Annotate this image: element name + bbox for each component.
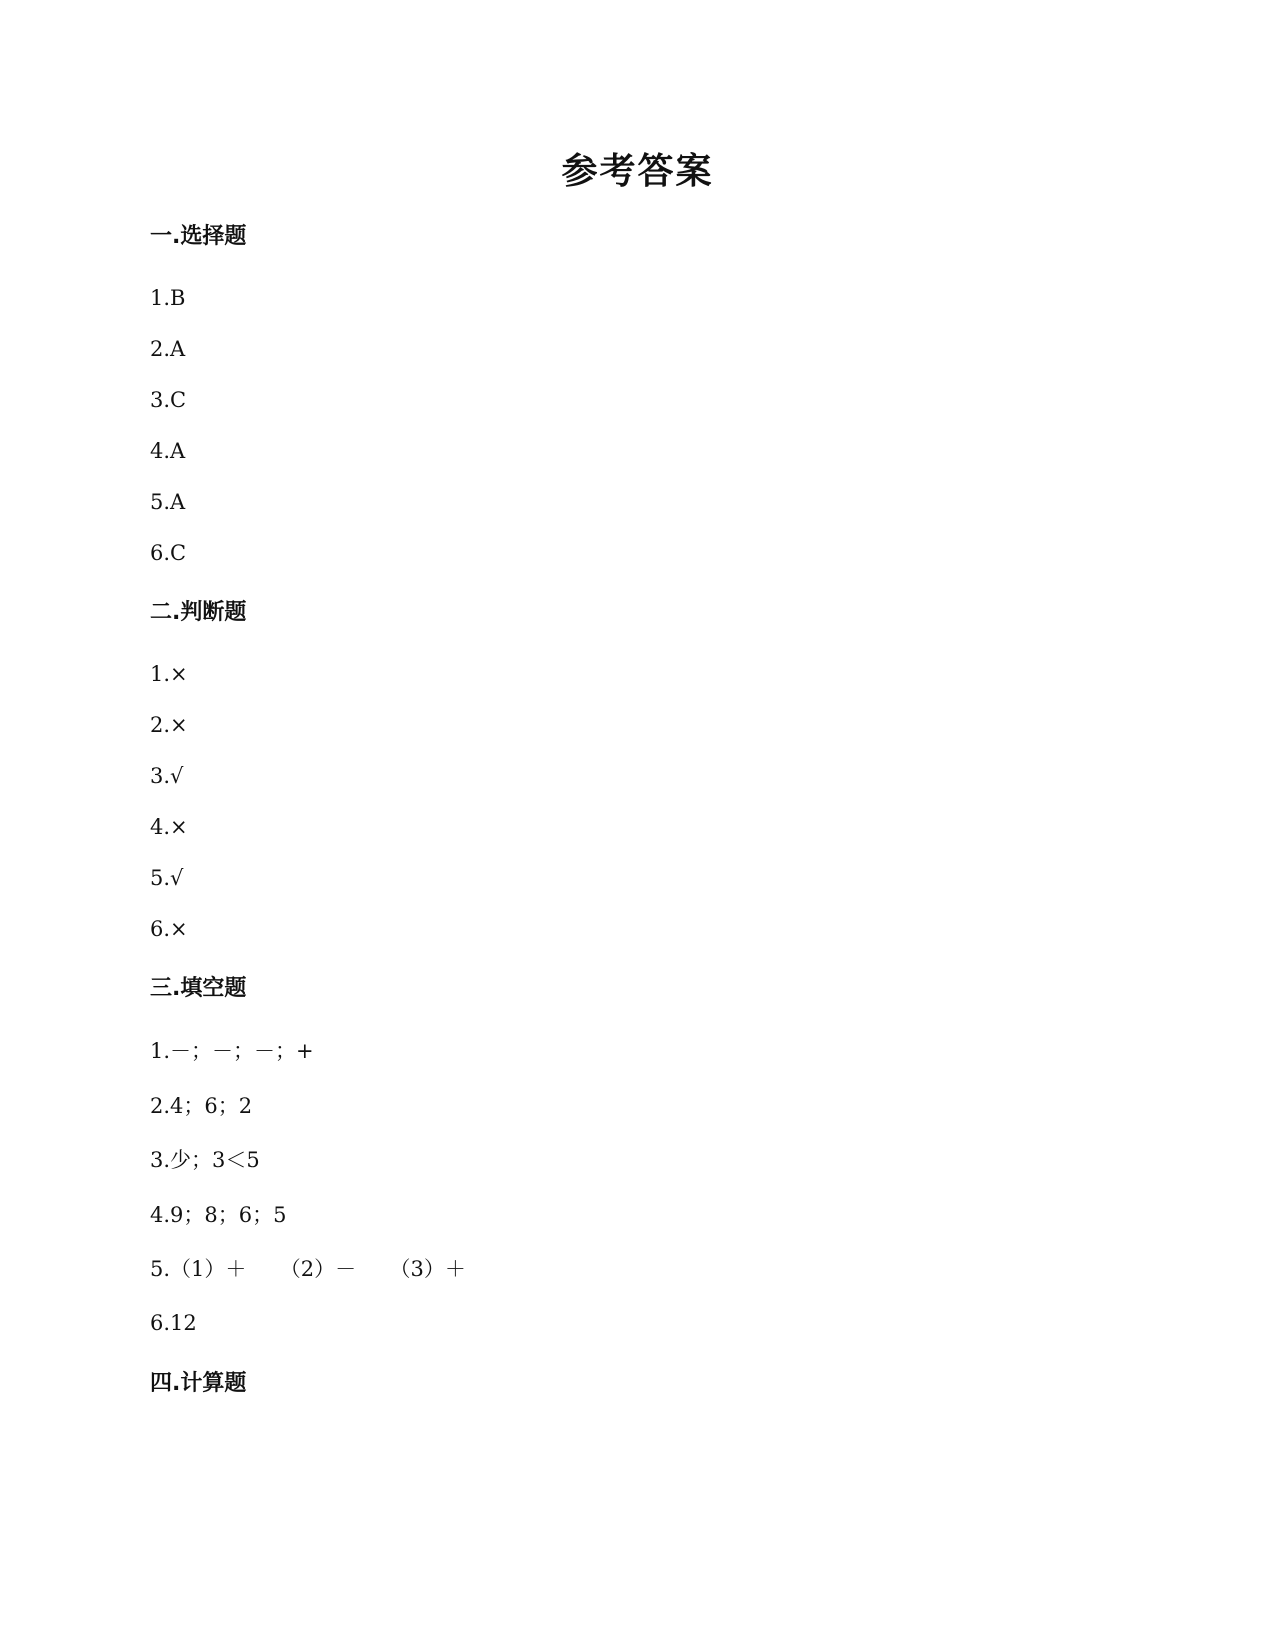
answer-item: 3.√ xyxy=(150,764,184,788)
answer-item: 6.12 xyxy=(150,1311,197,1335)
page-title: 参考答案 xyxy=(561,151,714,192)
section-heading-calculation: 四.计算题 xyxy=(150,1371,247,1396)
answer-item: 5.√ xyxy=(150,866,184,890)
answer-item: 1.－；－；－；+ xyxy=(150,1039,314,1063)
answer-item: 3.少；3＜5 xyxy=(150,1148,260,1172)
answer-item: 1.B xyxy=(150,286,186,310)
answer-item: 2.4；6；2 xyxy=(150,1094,253,1118)
answer-item: 6.× xyxy=(150,917,188,941)
answer-item: 4.9；8；6；5 xyxy=(150,1203,287,1227)
section-heading-choice: 一.选择题 xyxy=(150,224,247,249)
answer-item: 4.A xyxy=(150,439,186,463)
answer-item: 6.C xyxy=(150,541,187,565)
answer-item: 3.C xyxy=(150,388,187,412)
answer-item: 1.× xyxy=(150,662,188,686)
section-heading-judgement: 二.判断题 xyxy=(150,600,247,625)
section-heading-fill-blank: 三.填空题 xyxy=(150,976,247,1001)
answer-item: 5.A xyxy=(150,490,186,514)
answer-item: 2.A xyxy=(150,337,186,361)
answer-item: 2.× xyxy=(150,713,188,737)
answer-item: 4.× xyxy=(150,815,188,839)
answer-item: 5.（1）＋ （2）－ （3）＋ xyxy=(150,1257,466,1281)
